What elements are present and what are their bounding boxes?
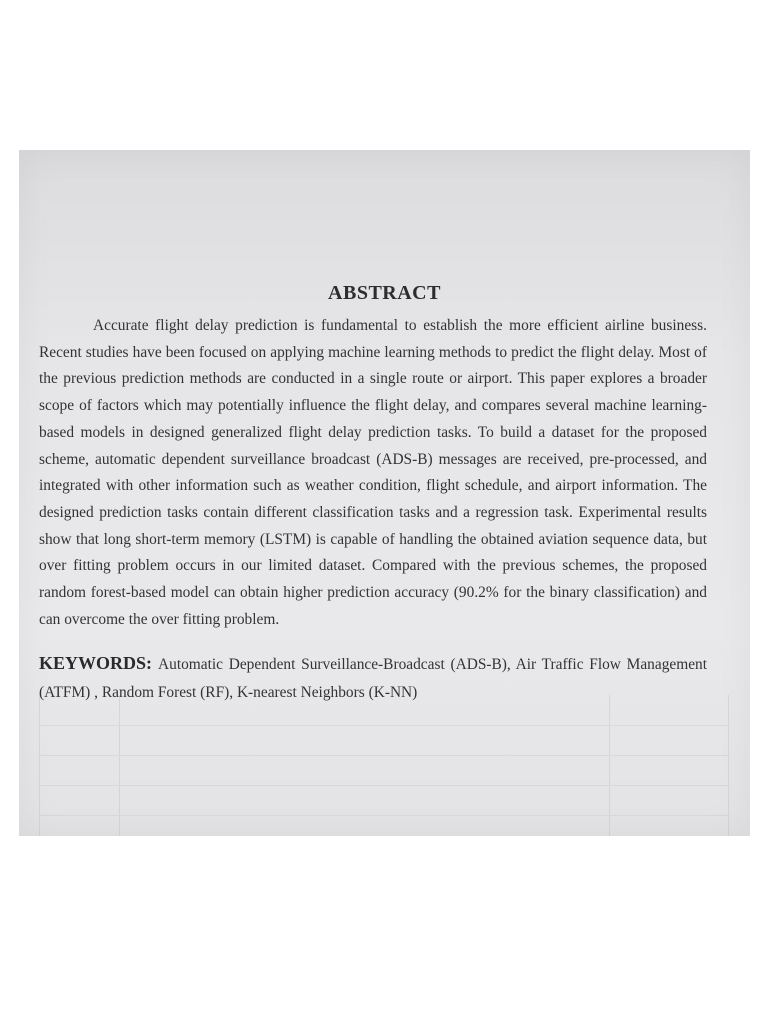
keywords-text: Automatic Dependent Surveillance-Broadcast (ADS-B), Air Traffic Flow Management (ATFM) , Random Forest (RF), K-nearest Neighbors (K-NN) <box>39 656 707 701</box>
abstract-paragraph: Accurate flight delay prediction is fundamental to establish the more efficient airline business. Recent studies have been focused on applying machine learning methods to predict the flight delay. Most of the previous prediction methods are conducted in a single route or airport. This paper explores a broader scope of factors which may potentially influence the flight delay, and compares several machine learning-based models in designed generalized flight delay prediction tasks. To build a dataset for the proposed scheme, automatic dependent surveillance broadcast (ADS-B) messages are received, pre-processed, and integrated with other information such as weather condition, flight schedule, and airport information. The designed prediction tasks contain different classification tasks and a regression task. Experimental results show that long short-term memory (LSTM) is capable of handling the obtained aviation sequence data, but over fitting problem occurs in our limited dataset. Compared with the previous schemes, the proposed random forest-based model can obtain higher prediction accuracy (90.2% for the binary classification) and can overcome the over fitting problem. <box>39 317 707 628</box>
show-through-table <box>39 695 729 836</box>
keywords-label: KEYWORDS: <box>39 653 153 673</box>
table-divider <box>119 695 120 836</box>
table-divider <box>39 695 40 836</box>
table-divider <box>609 695 610 836</box>
table-divider <box>39 725 729 726</box>
abstract-heading: ABSTRACT <box>328 282 441 304</box>
table-divider <box>39 785 729 786</box>
table-divider <box>39 815 729 816</box>
table-divider <box>728 695 729 836</box>
document-page <box>19 150 750 836</box>
table-divider <box>39 755 729 756</box>
keywords-paragraph <box>39 649 707 707</box>
